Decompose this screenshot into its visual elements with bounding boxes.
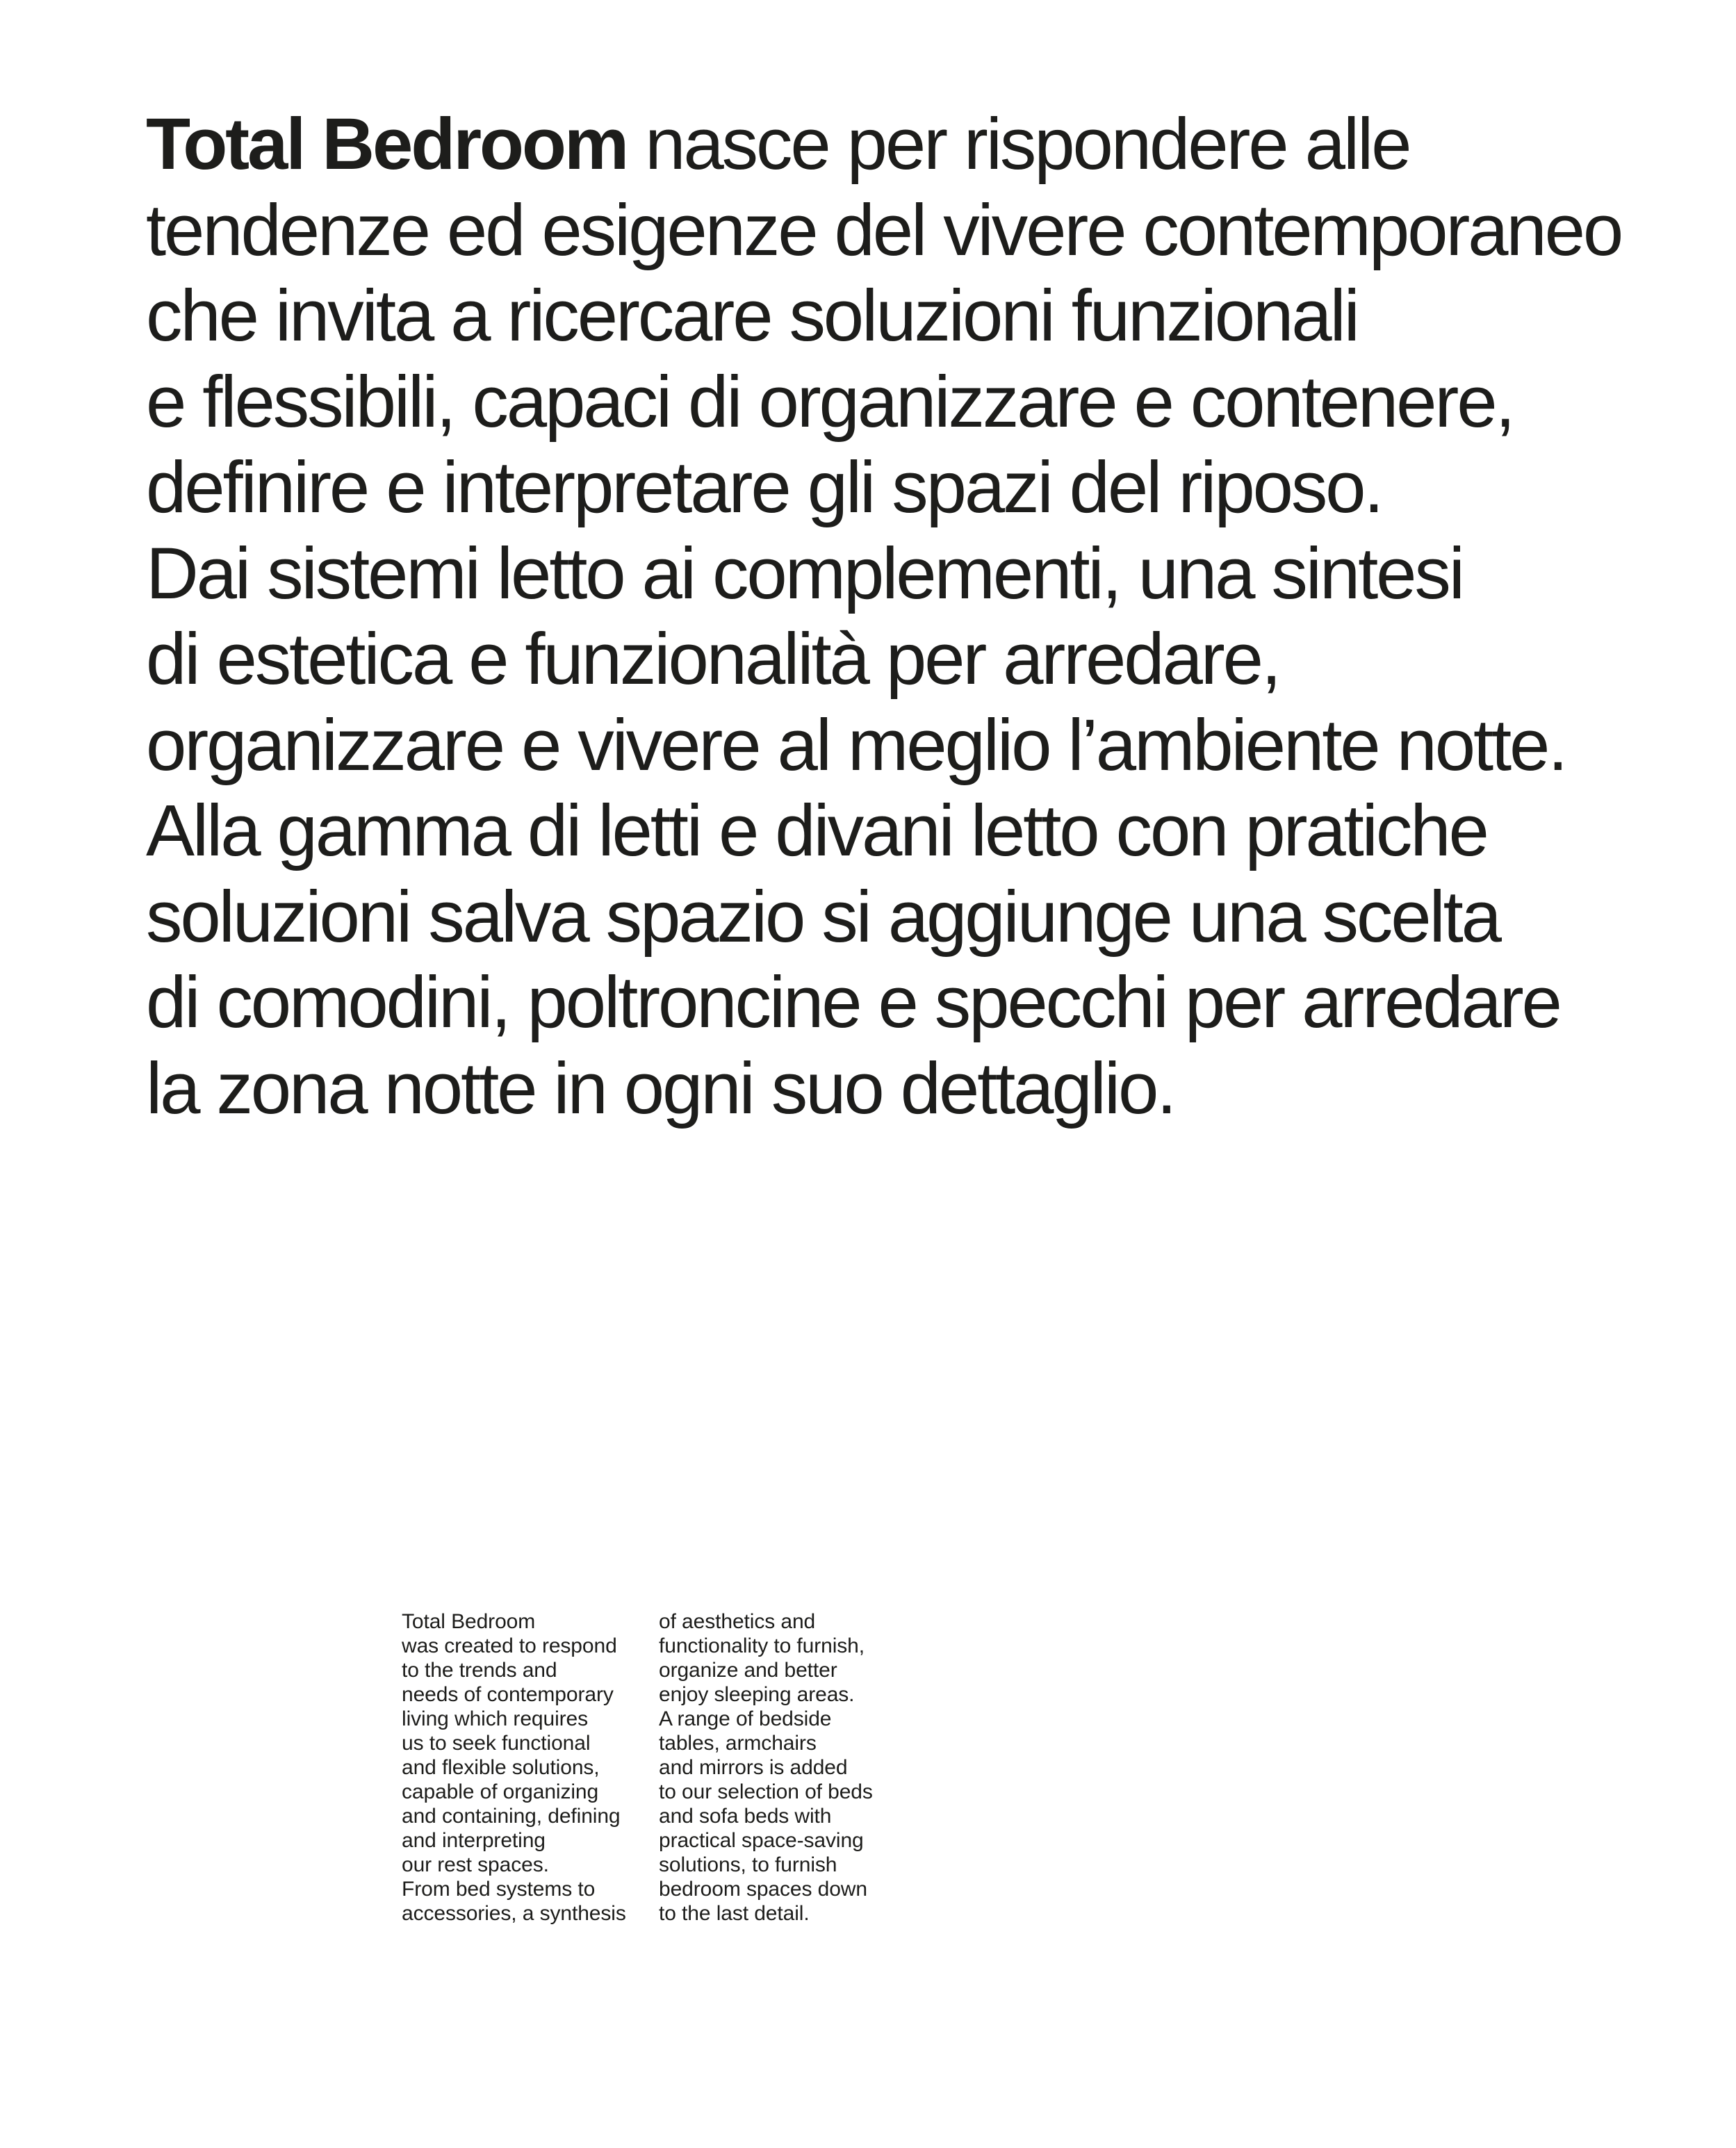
translation-line: A range of bedside xyxy=(659,1707,832,1730)
headline-line: Alla gamma di letti e divani letto con pratiche xyxy=(146,790,1487,871)
translation-right-column xyxy=(659,1609,899,1926)
translation-line: and interpreting xyxy=(402,1829,546,1852)
translation-line: us to seek functional xyxy=(402,1732,591,1755)
headline-line: organizzare e vivere al meglio l’ambiente notte. xyxy=(146,704,1566,786)
translation-line: and mirrors is added xyxy=(659,1756,848,1779)
translation-line: functionality to furnish, xyxy=(659,1634,865,1657)
translation-line: and flexible solutions, xyxy=(402,1756,600,1779)
translation-line: accessories, a synthesis xyxy=(402,1902,626,1925)
headline-line xyxy=(146,101,1621,188)
translation-left-column xyxy=(402,1609,631,1926)
translation-line: and containing, defining xyxy=(402,1805,621,1828)
translation-line: capable of organizing xyxy=(402,1780,599,1803)
translation-line: From bed systems to xyxy=(402,1878,596,1901)
translation-line: and sofa beds with xyxy=(659,1805,832,1828)
headline-block xyxy=(146,101,1621,1131)
headline-lead-bold: Total Bedroom xyxy=(146,104,628,185)
translation-line: tables, armchairs xyxy=(659,1732,817,1755)
translation-line: practical space-saving xyxy=(659,1829,864,1852)
headline-lead-rest: nasce per rispondere alle xyxy=(627,104,1410,185)
translation-line: our rest spaces. xyxy=(402,1853,549,1876)
headline-line: soluzioni salva spazio si aggiunge una scelta xyxy=(146,876,1500,958)
headline-line: che invita a ricercare soluzioni funzionali xyxy=(146,275,1358,356)
translation-line: Total Bedroom xyxy=(402,1610,536,1633)
translation-line: organize and better xyxy=(659,1659,837,1682)
translation-line: to the last detail. xyxy=(659,1902,810,1925)
translation-line: solutions, to furnish xyxy=(659,1853,837,1876)
translation-line: to the trends and xyxy=(402,1659,557,1682)
headline-line: di comodini, poltroncine e specchi per arredare xyxy=(146,962,1560,1043)
headline-line: e flessibili, capaci di organizzare e contenere, xyxy=(146,361,1514,443)
translation-line: living which requires xyxy=(402,1707,589,1730)
headline-line: Dai sistemi letto ai complementi, una sintesi xyxy=(146,532,1463,614)
translation-line: enjoy sleeping areas. xyxy=(659,1683,855,1706)
translation-line: needs of contemporary xyxy=(402,1683,614,1706)
translation-line: was created to respond xyxy=(402,1634,617,1657)
translation-line: of aesthetics and xyxy=(659,1610,816,1633)
translation-line: bedroom spaces down xyxy=(659,1878,867,1901)
headline-line: la zona notte in ogni suo dettaglio. xyxy=(146,1047,1175,1129)
headline-line: definire e interpretare gli spazi del riposo. xyxy=(146,447,1382,528)
translation-block xyxy=(402,1609,899,1926)
headline-line: di estetica e funzionalità per arredare, xyxy=(146,618,1279,700)
headline-line: tendenze ed esigenze del vivere contemporaneo xyxy=(146,189,1622,271)
translation-line: to our selection of beds xyxy=(659,1780,873,1803)
